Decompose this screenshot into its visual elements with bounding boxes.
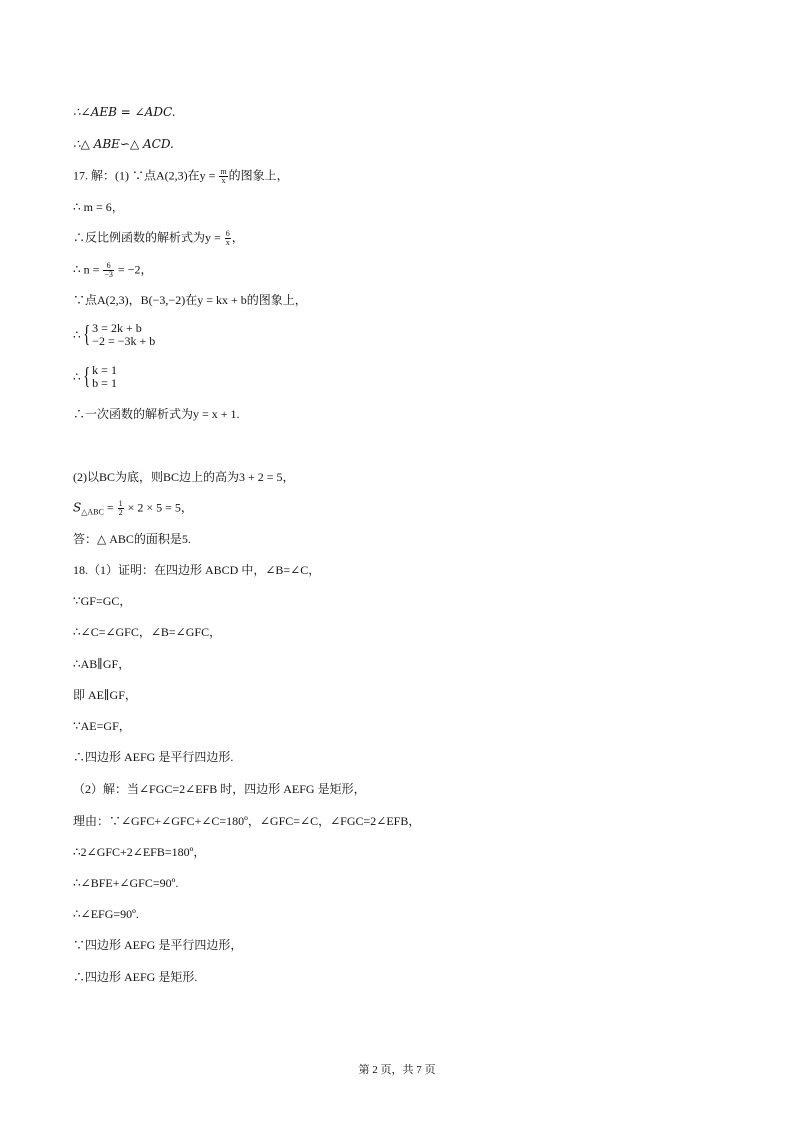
text-line: ∵GF=GC， bbox=[73, 594, 132, 608]
text-line: $S_{\triangle ABC}$ = $\frac{1}{2}$ × 2 × 5 = 5， bbox=[73, 499, 193, 517]
page-footer: 第 2 页，共 7 页 bbox=[358, 1064, 436, 1076]
fraction: $\frac{1}{2}$ bbox=[118, 499, 123, 517]
text-line: ∴2∠GFC+2∠EFB=180º， bbox=[73, 845, 206, 859]
text-line: 答：△ ABC的面积是5. bbox=[73, 532, 191, 546]
equation-system: ∴{ 3 = 2k + b −2 = −3k + b bbox=[73, 321, 156, 348]
text-line: ∵AE=GF， bbox=[73, 719, 131, 733]
fraction: $\frac{m}{x}$ bbox=[220, 167, 227, 185]
fraction: $\frac{6}{x}$ bbox=[225, 229, 230, 247]
text-line: ∴∠C=∠GFC，∠B=∠GFC， bbox=[73, 625, 222, 639]
text-line: ∴AB∥GF， bbox=[73, 657, 131, 671]
text-line: ∴四边形 AEFG 是矩形. bbox=[73, 970, 198, 984]
left-brace: { bbox=[82, 322, 90, 348]
text-line: (2)以BC为底，则BC边上的高为3 + 2 = 5， bbox=[73, 470, 295, 484]
text-line: ∴反比例函数的解析式为y = $\frac{6}{x}$ ， bbox=[73, 229, 244, 247]
text-line: ∴一次函数的解析式为y = x + 1. bbox=[73, 407, 240, 421]
text-line: ∵点A(2,3)，B(−3,−2)在y = kx + b的图象上， bbox=[73, 293, 307, 307]
text-line: ∴ n = $\frac{6}{-3}$ = −2， bbox=[73, 261, 153, 279]
text-line: ∴∠AEB = ∠ADC. bbox=[73, 105, 176, 119]
left-brace: { bbox=[82, 364, 90, 390]
text-line: ∴∠EFG=90º. bbox=[73, 907, 139, 921]
text-line: ∴∠BFE+∠GFC=90º. bbox=[73, 876, 179, 890]
text-line: ∴△ ABE∽△ ACD. bbox=[73, 137, 174, 151]
text-line: （2）解：当∠FGC=2∠EFB 时，四边形 AEFG 是矩形， bbox=[73, 782, 366, 796]
fraction: $\frac{6}{-3}$ bbox=[104, 261, 113, 279]
text-line: ∴四边形 AEFG 是平行四边形. bbox=[73, 750, 234, 764]
text-line: ∵四边形 AEFG 是平行四边形， bbox=[73, 938, 243, 952]
equation-system: ∴{ k = 1 b = 1 bbox=[73, 363, 117, 390]
text-line: ∴ m = 6， bbox=[73, 200, 124, 214]
text-line: 理由：∵∠GFC+∠GFC+∠C=180º，∠GFC=∠C，∠FGC=2∠EFB， bbox=[73, 814, 421, 828]
text-line: 17. 解：(1) ∵点A(2,3)在y = $\frac{m}{x}$ 的图象上， bbox=[73, 167, 289, 185]
text-line: 即 AE∥GF， bbox=[73, 688, 137, 702]
text-line: 18.（1）证明：在四边形 ABCD 中，∠B=∠C， bbox=[73, 563, 321, 577]
